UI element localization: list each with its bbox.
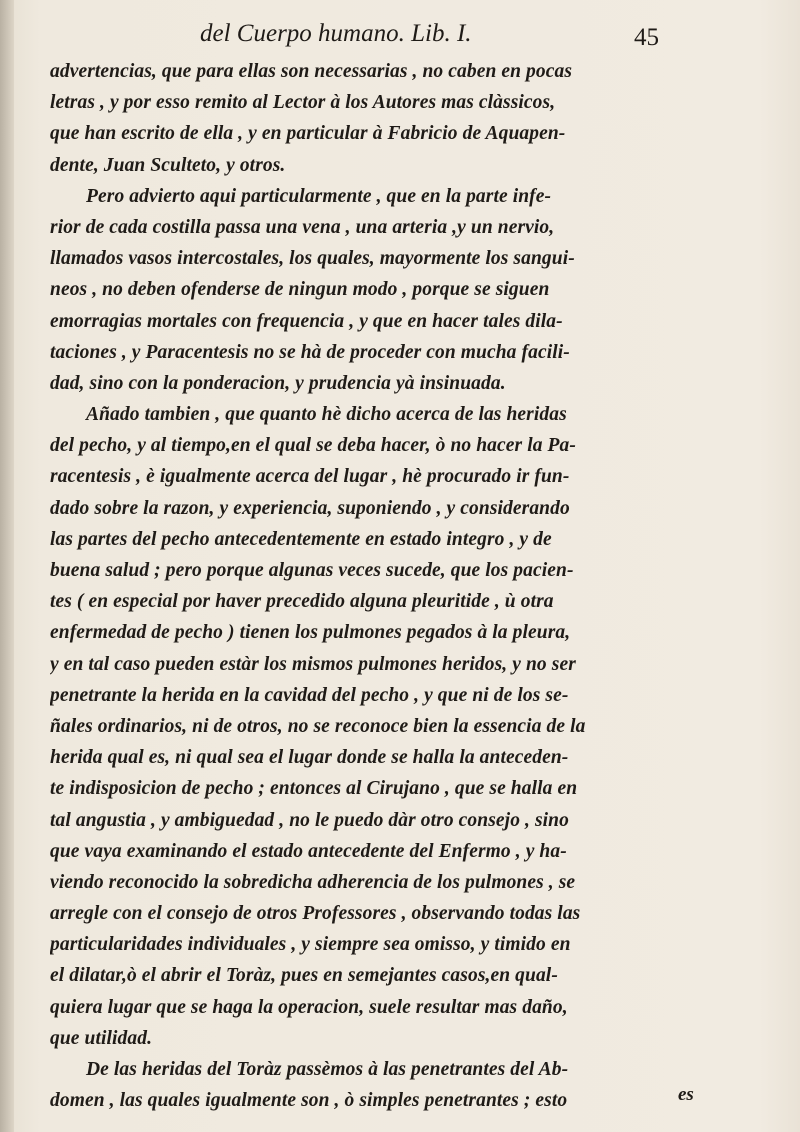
text-line: racentesis , è igualmente acerca del lugar , hè procurado ir fun- [50, 466, 570, 488]
text-line: herida qual es, ni qual sea el lugar donde se halla la anteceden- [50, 747, 569, 769]
text-line: viendo reconocido la sobredicha adherencia de los pulmones , se [50, 871, 576, 893]
text-line: neos , no deben ofenderse de ningun modo , porque se siguen [50, 279, 550, 301]
page-number: 45 [634, 24, 659, 51]
running-title: del Cuerpo humano. Lib. I. [200, 20, 472, 47]
text-line: el dilatar,ò el abrir el Toràz, pues en semejantes casos,en qual- [50, 965, 558, 987]
text-line: Pero advierto aqui particularmente , que en la parte infe- [86, 185, 552, 207]
text-line: tes ( en especial por haver precedido alguna pleuritide , ù otra [50, 591, 554, 613]
text-line: buena salud ; pero porque algunas veces sucede, que los pacien- [50, 560, 574, 581]
text-line: arregle con el consejo de otros Professores , observando todas las [50, 903, 581, 925]
text-line: y en tal caso pueden estàr los mismos pulmones heridos, y no ser [50, 653, 576, 675]
text-line: domen , las quales igualmente son , ò simples penetrantes ; esto [50, 1090, 568, 1112]
text-line: que utilidad. [50, 1027, 153, 1049]
text-line: llamados vasos intercostales, los quales, mayormente los sangui- [50, 248, 575, 270]
text-line: De las heridas del Toràz passèmos à las penetrantes del Ab- [86, 1059, 569, 1080]
body-text [50, 56, 790, 1116]
text-line: ñales ordinarios, ni de otros, no se reconoce bien la essencia de la [50, 715, 586, 737]
text-line: Añado tambien , que quanto hè dicho acerca de las heridas [86, 404, 567, 426]
text-line: dado sobre la razon, y experiencia, suponiendo , y considerando [50, 497, 570, 519]
text-line: rior de cada costilla passa una vena , una arteria ,y un nervio, [50, 216, 555, 238]
text-line: que vaya examinando el estado antecedente del Enfermo , y ha- [50, 840, 567, 862]
text-line: penetrante la herida en la cavidad del pecho , y que ni de los se- [50, 684, 569, 706]
text-line: advertencias, que para ellas son necessarias , no caben en pocas [50, 61, 573, 82]
text-line: las partes del pecho antecedentemente en estado integro , y de [50, 528, 552, 550]
page-header [0, 10, 800, 50]
text-line: del pecho, y al tiempo,en el qual se deba hacer, ò no hacer la Pa- [50, 435, 576, 457]
text-line: particularidades individuales , y siempre sea omisso, y timido en [50, 934, 571, 956]
text-line: taciones , y Paracentesis no se hà de proceder con mucha facili- [50, 341, 570, 363]
text-line: dad, sino con la ponderacion, y prudencia yà insinuada. [50, 372, 506, 394]
text-line: te indisposicion de pecho ; entonces al Cirujano , que se halla en [50, 778, 578, 800]
text-line: enfermedad de pecho ) tienen los pulmones pegados à la pleura, [50, 622, 571, 644]
text-line: quiera lugar que se haga la operacion, suele resultar mas daño, [50, 996, 568, 1018]
catchword: es [678, 1084, 694, 1105]
text-line: letras , y por esso remito al Lector à los Autores mas clàssicos, [50, 92, 556, 114]
text-line: tal angustia , y ambiguedad , no le puedo dàr otro consejo , sino [50, 809, 569, 831]
page-binding-edge [0, 0, 14, 1132]
text-line: que han escrito de ella , y en particular à Fabricio de Aquapen- [50, 123, 566, 145]
text-line: emorragias mortales con frequencia , y que en hacer tales dila- [50, 310, 563, 332]
text-line: dente, Juan Sculteto, y otros. [50, 154, 286, 176]
